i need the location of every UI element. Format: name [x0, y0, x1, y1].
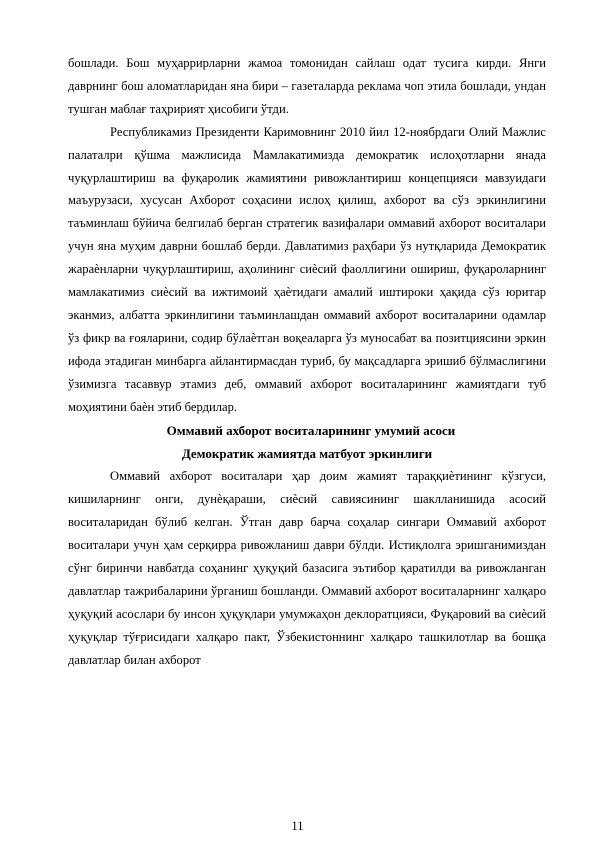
section-heading: Оммавий ахборот воситаларининг умумий асоси [166, 422, 456, 438]
document-page [68, 52, 546, 671]
page-number: 11 [291, 819, 304, 833]
paragraph-continuation: бошлади. Бош муҳаррирларни жамоа томонидан сайлаш одат тусига кирди. Янги даврнинг бош аломатларидан яна бири – газеталарда реклама чоп этила бошлади, ундан тушган маблағ таҳририят ҳисобиги ўтди. [68, 56, 546, 116]
section-subheading: Демократик жамиятда матбуот эркинлиги [181, 445, 433, 461]
paragraph-president-speech: Республикамиз Президенти Каримовнинг 2010 йил 12-ноябрдаги Олий Мажлис палаталри қўшма мажлисида Мамлакатимизда демократик ислоҳотларни янада чуқурлаштириш ва фуқаролик жамиятини ривожлантириш концепцияси мавзуидаги маъурузаси, хусусан Ахборот соҳасини ислоҳ қилиш, ахборот ва сўз эркинлигини таъминлаш бўйича белгилаб берган стратегик вазифалари оммавий ахборот воситалари учун яна муҳим даврни бошлаб берди. Давлатимиз раҳбари ўз нутқларида Демократик жараѐнларни чуқурлаштириш, аҳолининг сиѐсий фаоллигини ошириш, фуқароларнинг мамлакатимиз сиѐсий ва ижтимоий ҳаѐтидаги амалий иштироки ҳақида сўз юритар эканмиз, албатта эркинлигини таъминлашдан оммавий ахборот воситаларини одамлар ўз фикр ва ғояларини, содир бўлаѐтган воқеаларга ўз муносабат ва позитциясини эркин ифода этадиган минбарга айлантирмасдан туриб, бу мақсадларга эришиб бўлмаслигини ўзимизга тасаввур этамиз деб, оммавий ахборот воситаларининг жамиятдаги туб моҳиятини баѐн этиб бердилар. [68, 124, 546, 414]
paragraph-mass-media: Оммавий ахборот воситалари ҳар доим жамият тараққиѐтининг кўзгуси, кишиларнинг онги, дунѐқараши, сиѐсий савиясининг шаклланишида асосий воситаларидан бўлиб келган. Ўтган давр барча соҳалар сингари Оммавий ахборот воситалари учун ҳам серқирра ривожланиш даври бўлди. Истиқлолга эришганимиздан сўнг биринчи навбатда соҳанинг ҳуқуқий базасига эътибор қаратилди ва ривожланган давлатлар тажрибаларини ўрганиш бошланди. Оммавий ахборот воситаларнинг халқаро ҳуқуқий асослари бу инсон ҳуқуқлари умумжаҳон деклоратцияси, Фуқаровий ва сиѐсий ҳуқуқлар тўғрисидаги халқаро пакт, Ўзбекистоннинг халқаро ташкилотлар ва бошқа давлатлар билан ахборот [68, 469, 546, 667]
